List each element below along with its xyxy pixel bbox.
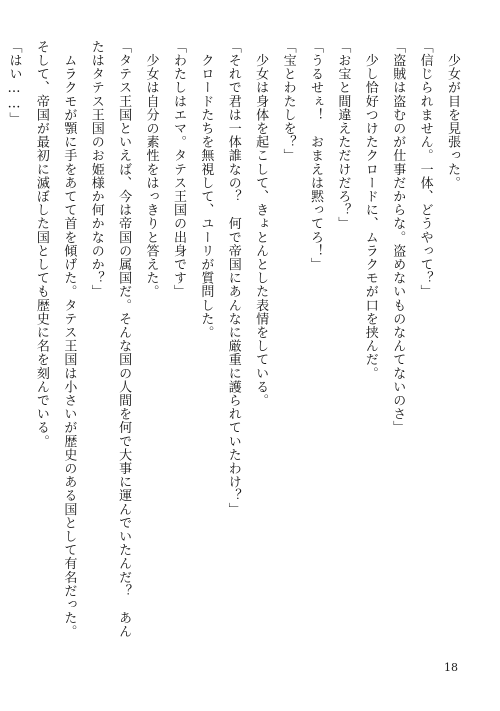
text-line-3: 「盗賊は盗むのが仕事だからな。盗めないものなんてないのさ」 (390, 40, 406, 435)
text-line-11: 「わたしはエマ。タテス王国の出身です」 (170, 40, 186, 299)
text-line-7: 「宝とわたしを？」 (280, 40, 296, 163)
text-line-16: そして、帝国が最初に滅ぼした国としても歴史に名を刻んでいる。 (33, 40, 49, 448)
text-line-9: 「それで君は一体誰なの？ 何で帝国にあんなに厳重に護られていたわけ？」 (225, 40, 241, 516)
text-line-15: ムラクモが顎に手をあてて首を傾げた。タテス王国は小さいが歴史のある国として有名だった。 (61, 40, 77, 639)
text-line-8: 少女は身体を起こして、きょとんとした表情をしている。 (253, 40, 269, 408)
page-number: 18 (444, 661, 458, 674)
text-line-6: 「うるせぇ！ おまえは黙ってろ！」 (307, 40, 323, 272)
text-line-5: 「お宝と間違えただけだろ？」 (335, 40, 351, 231)
text-line-13: 「タテス王国といえば、今は帝国の属国だ。そんな国の人間を何で大事に運んでいたんだ？ あん (116, 40, 132, 639)
text-line-1: 少女が目を見張った。 (445, 40, 460, 190)
text-line-10: クロードたちを無視して、ユーリが質問した。 (198, 40, 214, 340)
text-line-2: 「信じられません。一体、どうやって？」 (417, 40, 433, 299)
text-line-14: たはタテス王国のお姫様か何かなのか？」 (88, 40, 104, 299)
text-line-12: 少女は自分の素性をはっきりと答えた。 (143, 40, 159, 299)
vertical-text-body (6, 40, 466, 640)
text-line-4: 少し恰好つけたクロードに、ムラクモが口を挟んだ。 (362, 40, 378, 380)
text-line-17: 「はい……」 (6, 40, 22, 126)
